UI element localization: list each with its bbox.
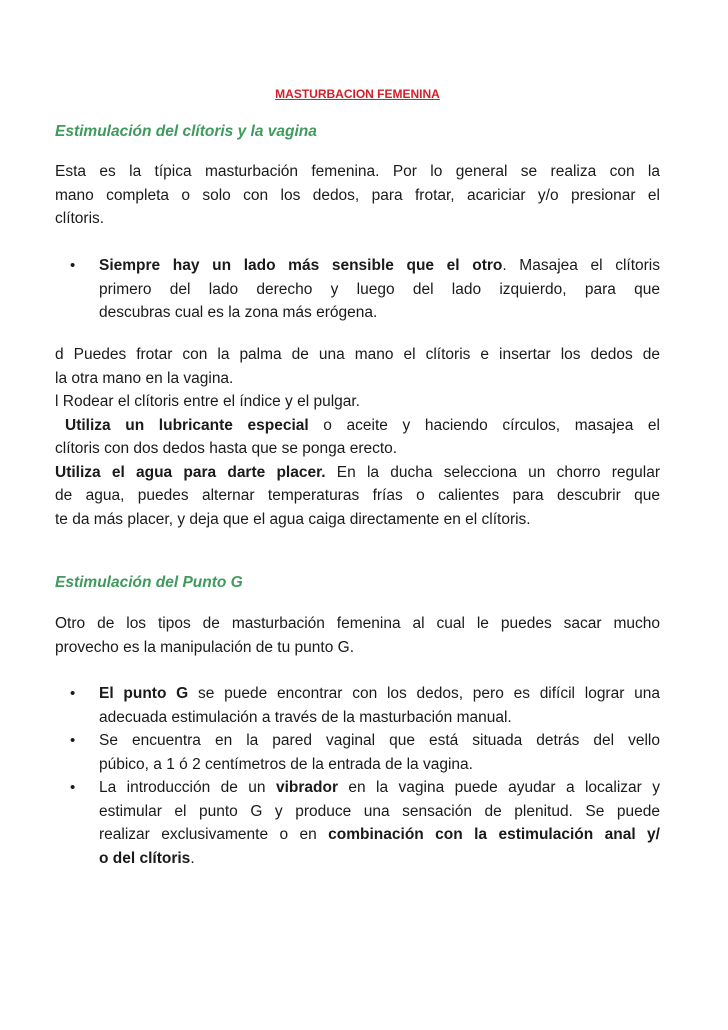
paragraph-line: la otra mano en la vagina. bbox=[55, 369, 234, 387]
bold-text: combinación con la estimulación anal y/ bbox=[328, 826, 660, 843]
paragraph-line: d Puedes frotar con la palma de una mano el clítoris e insertar los dedos de bbox=[55, 346, 660, 363]
intro-line: Otro de los tipos de masturbación femenina al cual le puedes sacar mucho bbox=[55, 615, 660, 632]
intro-line: provecho es la manipulación de tu punto G. bbox=[55, 638, 354, 656]
bullet-line: primero del lado derecho y luego del lado izquierdo, para que bbox=[99, 280, 660, 298]
intro-line: mano completa o solo con los dedos, para frotar, acariciar y/o presionar el bbox=[55, 186, 660, 204]
bullet-line: adecuada estimulación a través de la masturbación manual. bbox=[99, 708, 512, 726]
paragraph-text: o aceite y haciendo círculos, masajea el bbox=[308, 416, 660, 434]
bullet-text: se puede encontrar con los dedos, pero es difícil lograr una bbox=[188, 685, 660, 702]
bullet-text: realizar exclusivamente o en bbox=[99, 826, 329, 843]
paragraph-text: En la ducha selecciona un chorro regular bbox=[325, 463, 661, 481]
paragraph-line: de agua, puedes alternar temperaturas frías o calientes para descubrir que bbox=[55, 487, 660, 504]
bold-text: Siempre hay un lado más sensible que el otro bbox=[99, 257, 503, 274]
bullet-icon: • bbox=[70, 779, 76, 796]
bold-text: o del clítoris bbox=[99, 849, 191, 867]
paragraph-line bbox=[55, 414, 660, 438]
bullet-icon: • bbox=[70, 685, 76, 702]
bullet-icon: • bbox=[70, 732, 76, 749]
list-item bbox=[55, 682, 660, 729]
section2-bullet-list bbox=[55, 682, 660, 870]
bold-text: Utiliza un lubricante especial bbox=[65, 416, 309, 434]
bullet-line bbox=[99, 776, 660, 800]
paragraph-d bbox=[55, 343, 660, 531]
bold-text: Utiliza el agua para darte placer. bbox=[55, 463, 326, 481]
bullet-text: La introducción de un bbox=[99, 779, 276, 796]
bullet-icon: • bbox=[70, 257, 76, 274]
section1-bullet-list bbox=[55, 254, 660, 325]
list-item bbox=[55, 729, 660, 776]
paragraph-line: te da más placer, y deja que el agua caiga directamente en el clítoris. bbox=[55, 510, 531, 528]
bullet-text: en la vagina puede ayudar a localizar y bbox=[337, 779, 660, 796]
bullet-text: . bbox=[190, 849, 195, 867]
paragraph-line bbox=[55, 461, 660, 485]
list-item bbox=[55, 776, 660, 870]
bullet-line bbox=[99, 254, 660, 278]
bold-text: El punto G bbox=[99, 685, 189, 702]
paragraph-line: clítoris con dos dedos hasta que se ponga erecto. bbox=[55, 440, 398, 457]
section2-intro bbox=[55, 612, 660, 659]
section1-intro bbox=[55, 160, 660, 231]
bullet-line bbox=[99, 847, 660, 871]
bullet-line: estimular el punto G y produce una sensación de plenitud. Se puede bbox=[99, 802, 660, 820]
paragraph-l: l Rodear el clítoris entre el índice y el pulgar. bbox=[55, 393, 360, 410]
section1-heading: Estimulación del clítoris y la vagina bbox=[55, 123, 317, 140]
bullet-line: Se encuentra en la pared vaginal que está situada detrás del vello bbox=[99, 732, 660, 749]
intro-line: Esta es la típica masturbación femenina. Por lo general se realiza con la bbox=[55, 163, 660, 180]
bullet-line: descubras cual es la zona más erógena. bbox=[99, 304, 378, 321]
bullet-text: . Masajea el clítoris bbox=[502, 257, 660, 274]
intro-line: clítoris. bbox=[55, 210, 105, 227]
bullet-line bbox=[99, 682, 660, 706]
bullet-line: púbico, a 1 ó 2 centímetros de la entrada de la vagina. bbox=[99, 755, 473, 773]
document-title: MASTURBACION FEMENINA bbox=[275, 87, 440, 101]
bullet-line bbox=[99, 823, 660, 847]
list-item bbox=[55, 254, 660, 325]
bold-text: vibrador bbox=[275, 779, 338, 796]
section2-heading: Estimulación del Punto G bbox=[55, 574, 243, 591]
